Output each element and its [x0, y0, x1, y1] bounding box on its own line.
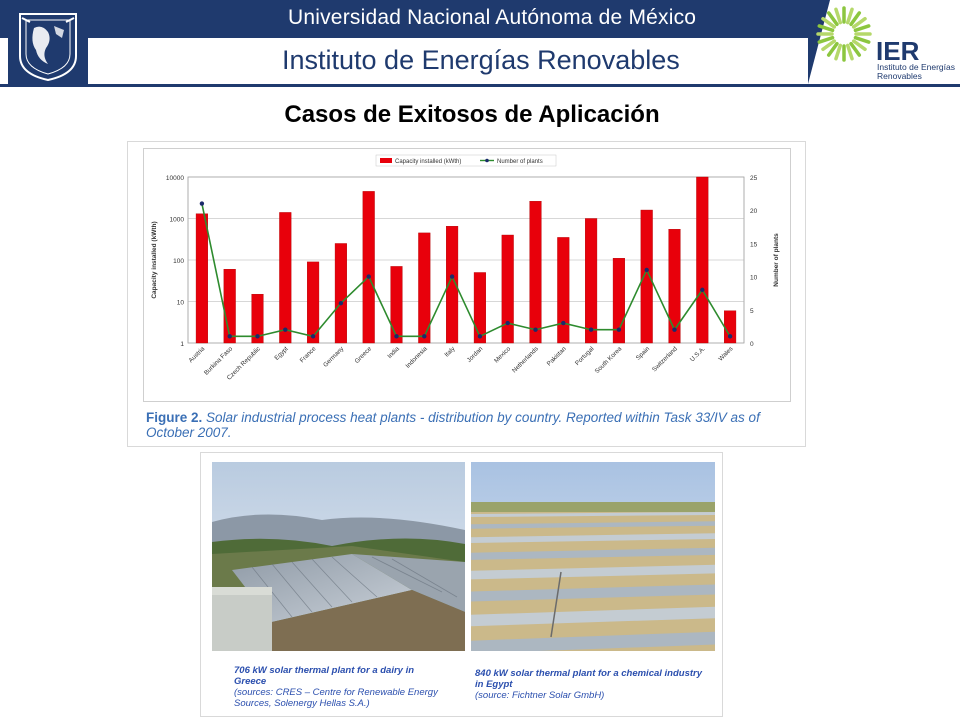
- category-label: Czech Republic: [225, 345, 262, 382]
- right-tick-label: 20: [750, 208, 758, 216]
- capacity-bar: [224, 269, 236, 343]
- category-label: Spain: [634, 345, 652, 362]
- right-tick-label: 5: [750, 307, 754, 315]
- right-tick-label: 25: [750, 175, 758, 182]
- photos-panel: [200, 452, 723, 717]
- capacity-chart: [144, 149, 790, 401]
- category-label: Italy: [443, 345, 457, 359]
- university-title: Universidad Nacional Autónoma de México: [288, 6, 697, 29]
- category-label: Switzerland: [650, 345, 679, 374]
- slide-header: [0, 0, 960, 88]
- legend-bar-swatch: [380, 158, 392, 163]
- category-label: Greece: [353, 345, 374, 366]
- capacity-bar: [502, 235, 514, 343]
- category-label: Netherlands: [510, 345, 540, 375]
- plants-point: [533, 328, 537, 332]
- greece-plant-photo: [212, 462, 465, 651]
- unam-seal-icon: [8, 4, 88, 84]
- plants-point: [339, 301, 343, 305]
- category-label: Egypt: [273, 345, 290, 362]
- logo-ray: [848, 9, 852, 22]
- plants-point: [200, 201, 204, 205]
- capacity-bar: [335, 243, 347, 343]
- right-tick-label: 10: [750, 274, 758, 282]
- plants-point: [561, 321, 565, 325]
- category-label: Mexico: [493, 345, 513, 365]
- capacity-bar: [530, 201, 542, 343]
- plants-point: [394, 334, 398, 338]
- category-label: France: [298, 345, 318, 365]
- capacity-bar: [474, 272, 486, 343]
- right-tick-label: 15: [750, 241, 758, 249]
- left-axis-title: Capacity installed (kWth): [151, 221, 158, 299]
- logo-ray: [836, 9, 840, 22]
- caption-label: Figure 2.: [146, 410, 203, 425]
- chart-frame: [143, 148, 791, 402]
- capacity-bar: [696, 177, 708, 343]
- plants-point: [255, 334, 259, 338]
- category-label: Pakistan: [545, 345, 568, 368]
- plants-point: [728, 334, 732, 338]
- right-axis-title: Number of plants: [773, 233, 780, 287]
- category-label: Portugal: [573, 345, 596, 368]
- category-label: South Korea: [593, 345, 624, 376]
- logo-ray: [848, 45, 852, 58]
- plants-point: [228, 334, 232, 338]
- category-label: India: [386, 345, 401, 361]
- category-label: U.S.A.: [688, 345, 707, 364]
- capacity-bar: [585, 219, 597, 344]
- egypt-photo-title: 840 kW solar thermal plant for a chemical industry in Egypt: [475, 668, 703, 690]
- capacity-bar: [196, 214, 208, 343]
- capacity-bar: [279, 212, 291, 343]
- plants-point: [450, 274, 454, 278]
- header-divider: [0, 84, 960, 87]
- left-tick-label: 10000: [165, 175, 184, 182]
- chart-panel: [127, 141, 806, 447]
- category-label: Austria: [187, 345, 207, 365]
- category-label: Burkina Faso: [202, 345, 235, 377]
- legend-line-label: Number of plants: [497, 159, 543, 165]
- left-tick-label: 100: [173, 258, 184, 265]
- capacity-bar: [363, 191, 375, 343]
- capacity-bar: [641, 210, 653, 343]
- logo-ray: [855, 38, 868, 42]
- ier-logo-acronym: IER: [876, 36, 920, 66]
- plants-point: [672, 328, 676, 332]
- plants-point: [311, 334, 315, 338]
- legend-bar-label: Capacity installed (kWth): [395, 159, 462, 165]
- institute-title: Instituto de Energías Renovables: [282, 45, 680, 75]
- left-tick-label: 1: [180, 341, 184, 348]
- logo-ray: [819, 38, 832, 42]
- plants-point: [506, 321, 510, 325]
- capacity-bar: [557, 237, 569, 343]
- category-label: Indonesia: [404, 345, 429, 370]
- plants-point: [283, 328, 287, 332]
- logo-ray: [836, 45, 840, 58]
- plants-point: [367, 274, 371, 278]
- capacity-bar: [391, 266, 403, 343]
- legend-line-marker: [485, 159, 489, 163]
- greece-photo-source: (sources: CRES – Centre for Renewable Energy Sources, Solenergy Hellas S.A.): [234, 687, 438, 709]
- right-tick-label: 0: [750, 341, 754, 348]
- slide-title: Casos de Exitosos de Aplicación: [284, 101, 660, 128]
- left-tick-label: 1000: [169, 216, 184, 224]
- plants-point: [617, 328, 621, 332]
- egypt-plant-photo: [471, 462, 715, 651]
- egypt-photo-caption: [475, 668, 705, 701]
- category-label: Jordan: [465, 345, 485, 365]
- category-label: Germany: [322, 345, 346, 369]
- category-label: Wales: [717, 345, 735, 363]
- plants-point: [422, 334, 426, 338]
- plants-point: [589, 328, 593, 332]
- left-tick-label: 10: [176, 299, 184, 307]
- plants-point: [645, 268, 649, 272]
- plants-point: [478, 334, 482, 338]
- capacity-bar: [669, 229, 681, 343]
- plants-point: [700, 288, 704, 292]
- logo-ray: [855, 26, 868, 30]
- ier-logo-subtitle: Instituto de Energías Renovables: [877, 62, 955, 81]
- caption-text: Solar industrial process heat plants - distribution by country. Reported within Task 33/IV as of October 2007.: [146, 410, 760, 440]
- figure-caption: [146, 410, 796, 440]
- greece-photo-caption: [234, 665, 444, 709]
- greece-photo-title: 706 kW solar thermal plant for a dairy in Greece: [234, 665, 415, 687]
- egypt-photo-source: (source: Fichtner Solar GmbH): [475, 690, 605, 701]
